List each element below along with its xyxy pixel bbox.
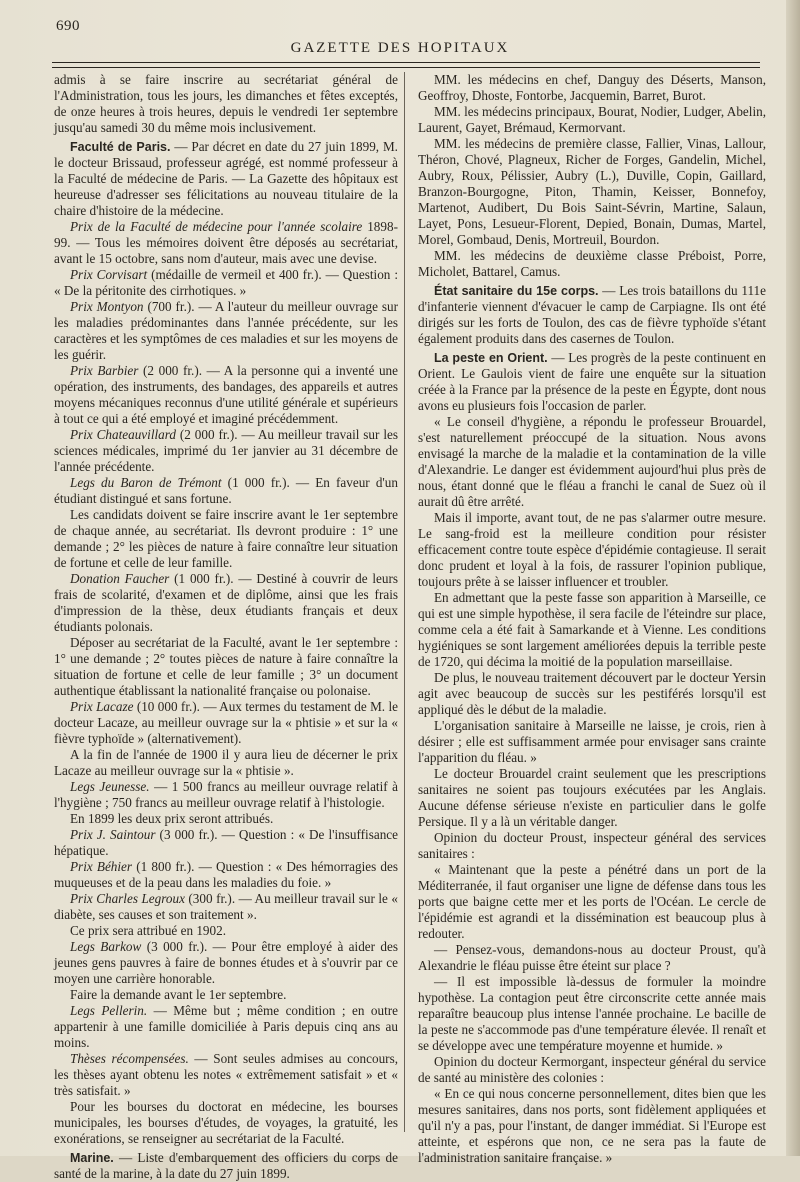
paragraph-text: — Il est impossible là-dessus de formuler la moindre hypothèse. La contagion peut être circonscrite cette année mais reparaître beaucoup plus intense l'année prochaine. Le bacille de la peste ne s'accommode pas d'une température élevée. Il renaît et se développe avec une température moyenne et humide. » xyxy=(418,974,766,1053)
paragraph-text: — 1 500 francs au meilleur ouvrage relatif à l'hygiène ; 750 francs au meilleur ouvrage relatif à l'histologie. xyxy=(54,779,398,810)
prize-paragraph xyxy=(54,1051,398,1099)
paragraph xyxy=(418,718,766,766)
section-heading: La peste en Orient. xyxy=(434,351,548,365)
prize-paragraph xyxy=(54,219,398,267)
paragraph-text: « En ce qui nous concerne personnellement, dites bien que les mesures sanitaires, dans nos ports, sont fidèlement appliquées et qu'il n'y a pas, pour l'instant, de danger immédiat. Si l'Europe est atteinte, et espérons que non, ce ne sera pas la faute de l'administration sanitaire française. » xyxy=(418,1086,766,1165)
paragraph-text: MM. les médecins principaux, Bourat, Nodier, Ludger, Abelin, Laurent, Gayet, Brémaud, Kermorvant. xyxy=(418,104,766,135)
paragraph-text: De plus, le nouveau traitement découvert par le docteur Yersin agit avec beaucoup de succès sur les pestiférés lorsqu'il est appliqué dès le début de la maladie. xyxy=(418,670,766,717)
section-heading: État sanitaire du 15e corps. xyxy=(434,284,599,298)
prize-paragraph xyxy=(54,779,398,811)
paragraph-text: — Par décret en date du 27 juin 1899, M. le docteur Brissaud, professeur agrégé, est nommé professeur à la Faculté de médecine de Paris. — La Gazette des hôpitaux est heureuse d'adresser ses félicitations au nouveau titulaire de la chaire d'histoire de la médecine. xyxy=(54,139,398,218)
paragraph-text: — Même but ; même condition ; en outre appartenir à une famille domiciliée à Paris depuis cinq ans au moins. xyxy=(54,1003,398,1050)
item-heading: Prix Corvisart xyxy=(70,267,148,282)
paragraph-text: « Maintenant que la peste a pénétré dans un port de la Méditerranée, il faut organiser une ligne de défense dans tous les ports que baigne cette mer et les ports de l'Océan. Le cercle de l'épidémie est agrandi et la dissémination est beaucoup plus à redouter. xyxy=(418,862,766,941)
item-heading: Thèses récompensées. xyxy=(70,1051,189,1066)
paragraph-text: (1 800 fr.). — Question : « Des hémorragies des muqueuses et de la peau dans les maladies du foie. » xyxy=(54,859,399,890)
paragraph-text: Ce prix sera attribué en 1902. xyxy=(70,923,227,938)
paragraph xyxy=(418,830,766,862)
section-paragraph xyxy=(418,350,766,414)
paragraph xyxy=(54,72,398,136)
paragraph-text: (3 000 fr.). — Pour être employé à aider des jeunes gens pauvres à faire de bonnes études et à s'ouvrir par ce moyen une carrière honorable. xyxy=(54,939,399,986)
item-heading: Legs Jeunesse. xyxy=(70,779,150,794)
paragraph xyxy=(54,507,398,571)
paragraph-text: Les candidats doivent se faire inscrire avant le 1er septembre de chaque année, au secrétariat. Ils devront produire : 1° une demande ; 2° les pièces de nature à faire connaître leur situation de fortune et celle de leur famille. xyxy=(54,507,398,570)
paragraph-text: « Le conseil d'hygiène, a répondu le professeur Brouardel, s'est naturellement préoccupé de la situation. Nous avons envisagé la marche de la maladie et la contamination de la ville d'Alexandrie. Le danger est évidemment aujourd'hui plus près de nous, étant donné que le fléau a franchi le canal de Suez où il aurait dû être arrêté. xyxy=(418,414,766,509)
paragraph xyxy=(54,747,398,779)
item-heading: Prix Barbier xyxy=(70,363,139,378)
prize-paragraph xyxy=(54,699,398,747)
item-heading: Prix J. Saintour xyxy=(70,827,156,842)
paragraph-text: (2 000 fr.). — Au meilleur travail sur les sciences médicales, imprimé du 1er janvier au 31 décembre de l'année précédente. xyxy=(54,427,398,474)
paragraph-text: MM. les médecins de deuxième classe Préboist, Porre, Micholet, Battarel, Camus. xyxy=(418,248,766,279)
paragraph-text: En admettant que la peste fasse son apparition à Marseille, ce qui est une simple hypothèse, il sera facile de l'éteindre sur place, comme cela a été fait à Samarkande et à Vienne. Les conditions hygiéniques se sont largement améliorées depuis la terrible peste de 1720, qui décima la moitié de la population marseillaise. xyxy=(418,590,766,669)
prize-paragraph xyxy=(54,267,398,299)
prize-paragraph xyxy=(54,891,398,923)
paragraph-text: (1 000 fr.). — En faveur d'un étudiant distingué et sans fortune. xyxy=(54,475,398,506)
paragraph-text: Mais il importe, avant tout, de ne pas s'alarmer outre mesure. Le sang-froid est la meilleure condition pour résister efficacement contre toute espèce d'épidémie contagieuse. Il serait donc prudent et loyal à la fois, de rassurer l'opinion publique, toujours prête à se laisser influencer et troubler. xyxy=(418,510,766,589)
right-column xyxy=(418,72,767,1165)
paragraph-text: Pour les bourses du doctorat en médecine, les bourses municipales, les bourses d'études, de voyages, la gratuité, les exonérations, se renseigner au secrétariat de la Faculté. xyxy=(54,1099,398,1146)
paragraph xyxy=(54,635,398,699)
paragraph-text: MM. les médecins en chef, Danguy des Déserts, Manson, Geoffroy, Dhoste, Fontorbe, Jacquemin, Barret, Burot. xyxy=(418,72,766,103)
paragraph-text: — Liste d'embarquement des officiers du corps de santé de la marine, à la date du 27 juin 1899. xyxy=(54,1150,398,1181)
paragraph xyxy=(418,136,766,248)
paragraph-text: (300 fr.). — Au meilleur travail sur le « diabète, ses causes et son traitement ». xyxy=(54,891,398,922)
paragraph-text: Opinion du docteur Kermorgant, inspecteur général du service de santé au ministère des colonies : xyxy=(418,1054,766,1085)
paragraph-text: — Pensez-vous, demandons-nous au docteur Proust, qu'à Alexandrie le fléau puisse être éteint sur place ? xyxy=(418,942,766,973)
prize-paragraph xyxy=(54,571,398,635)
page-title: GAZETTE DES HOPITAUX xyxy=(290,40,510,56)
prize-paragraph xyxy=(54,363,398,427)
paragraph-text: Opinion du docteur Proust, inspecteur général des services sanitaires : xyxy=(418,830,766,861)
paragraph xyxy=(418,248,766,280)
paragraph xyxy=(418,942,766,974)
paragraph xyxy=(54,923,398,939)
paragraph-text: (700 fr.). — A l'auteur du meilleur ouvrage sur les maladies prédominantes dans l'année précédente, sur les caractères et les symptômes de ces maladies et sur les moyens de les guérir. xyxy=(54,299,398,362)
paragraph-text: — Sont seules admises au concours, les thèses ayant obtenu les notes « extrêmement satisfait » et « très satisfait. » xyxy=(54,1051,398,1098)
section-heading: Faculté de Paris. xyxy=(70,140,171,154)
prize-paragraph xyxy=(54,939,398,987)
header-rule-top xyxy=(52,62,760,63)
item-heading: Donation Faucher xyxy=(70,571,170,586)
paragraph-text: (3 000 fr.). — Question : « De l'insuffisance hépatique. xyxy=(54,827,398,858)
paragraph xyxy=(418,1054,766,1086)
item-heading: Prix Charles Legroux xyxy=(70,891,185,906)
paragraph-text: — Les progrès de la peste continuent en Orient. Le Gaulois vient de faire une enquête sur la situation créée à la France par la présence de la peste en Égypte, dont nous avons eu plusieurs fois l'occasion de parler. xyxy=(418,350,767,413)
prize-paragraph xyxy=(54,859,398,891)
item-heading: Prix Montyon xyxy=(70,299,144,314)
item-heading: Prix de la Faculté de médecine pour l'année scolaire xyxy=(70,219,363,234)
paragraph xyxy=(54,987,398,1003)
header-rule-bottom xyxy=(52,67,760,68)
prize-paragraph xyxy=(54,827,398,859)
paragraph xyxy=(418,414,766,510)
section-heading: Marine. xyxy=(70,1151,114,1165)
paragraph-text: (médaille de vermeil et 400 fr.). — Question : « De la péritonite des cirrhotiques. » xyxy=(54,267,399,298)
paragraph-text: En 1899 les deux prix seront attribués. xyxy=(70,811,274,826)
paragraph-text: MM. les médecins de première classe, Fallier, Vinas, Lallour, Théron, Chové, Plagneux, Richer de Forges, Gandelin, Michel, Aubry, Roux, Pélissier, Aubry (L.), Duville, Copin, Gaillard, Branzon-Bourgogne, Piton, Thamin, Keisser, Bonnefoy, Martenot, Audibert, Du Bois Saint-Sévrin, Martine, Salaun, Layet, Pons, Lesueur-Florent, Depied, Bonain, Dumas, Martel, Morel, Gombaud, Denis, Mortreuil, Bourdon. xyxy=(418,136,766,247)
prize-paragraph xyxy=(54,299,398,363)
paragraph-text: — Les trois bataillons du 111e d'infanterie viennent d'évacuer le camp de Carpiagne. Ils ont été dirigés sur les forts de Toulon, des cas de fièvre typhoïde s'étant également produits dans des casernes de Toulon. xyxy=(418,283,767,346)
prize-paragraph xyxy=(54,475,398,507)
paragraph xyxy=(418,72,766,104)
item-heading: Prix Lacaze xyxy=(70,699,134,714)
section-paragraph xyxy=(54,1150,398,1182)
paragraph xyxy=(54,1099,398,1147)
paragraph xyxy=(418,1086,766,1166)
paragraph xyxy=(418,766,766,830)
paragraph-text: (2 000 fr.). — A la personne qui a inventé une opération, des instruments, des bandages, des appareils et autres moyens mécaniques reconnus d'une utilité générale et supérieurs à tout ce qui a été employé et imaginé précédemment. xyxy=(54,363,398,426)
prize-paragraph xyxy=(54,427,398,475)
page-number: 690 xyxy=(56,18,80,34)
item-heading: Legs Barkow xyxy=(70,939,142,954)
paragraph xyxy=(418,590,766,670)
section-paragraph xyxy=(54,139,398,219)
paragraph xyxy=(418,104,766,136)
paragraph xyxy=(418,974,766,1054)
column-separator xyxy=(404,72,405,1132)
paragraph xyxy=(418,670,766,718)
page-edge xyxy=(786,0,800,1156)
paragraph-text: (1 000 fr.). — Destiné à couvrir de leurs frais de scolarité, d'examen et de diplôme, ainsi que les frais d'impression de la thèse, deux étudiants français et deux étudiants polonais. xyxy=(54,571,399,634)
paragraph-text: Faire la demande avant le 1er septembre. xyxy=(70,987,287,1002)
left-column xyxy=(54,72,399,1181)
paragraph-text: L'organisation sanitaire à Marseille ne laisse, je crois, rien à désirer ; elle est suffisamment armée pour envisager sans crainte l'apparition du fléau. » xyxy=(418,718,766,765)
prize-paragraph xyxy=(54,1003,398,1051)
paragraph-text: (10 000 fr.). — Aux termes du testament de M. le docteur Lacaze, au meilleur ouvrage sur la « phtisie » et sur la « fièvre typhoïde » (alternativement). xyxy=(54,699,398,746)
paragraph-text: Le docteur Brouardel craint seulement que les prescriptions sanitaires ne soient pas toujours exécutées par les Anglais. Aucune défense sérieuse n'existe en particulier dans le golfe Persique. Il y a là un véritable danger. xyxy=(418,766,766,829)
item-heading: Prix Chateauvillard xyxy=(70,427,176,442)
paragraph xyxy=(418,510,766,590)
item-heading: Legs Pellerin. xyxy=(70,1003,148,1018)
item-heading: Prix Béhier xyxy=(70,859,133,874)
paragraph-text: Déposer au secrétariat de la Faculté, avant le 1er septembre : 1° une demande ; 2° toutes pièces de nature à faire connaître la situation de fortune et celle de leur famille ; 3° un document authentique établissant la nationalité française ou polonaise. xyxy=(54,635,398,698)
item-heading: Legs du Baron de Trémont xyxy=(70,475,222,490)
paragraph xyxy=(418,862,766,942)
section-paragraph xyxy=(418,283,766,347)
paragraph-text: admis à se faire inscrire au secrétariat général de l'Administration, tous les jours, les dimanches et fêtes exceptés, de onze heures à trois heures, depuis le vendredi 1er septembre jusqu'au samedi 30 du même mois inclusivement. xyxy=(54,72,398,135)
paragraph-text: 1898-99. — Tous les mémoires doivent être déposés au secrétariat, avant le 15 octobre, sans nom d'auteur, mais avec une devise. xyxy=(54,219,398,266)
paragraph-text: A la fin de l'année de 1900 il y aura lieu de décerner le prix Lacaze au meilleur ouvrage sur la « phtisie ». xyxy=(54,747,398,778)
paragraph xyxy=(54,811,398,827)
